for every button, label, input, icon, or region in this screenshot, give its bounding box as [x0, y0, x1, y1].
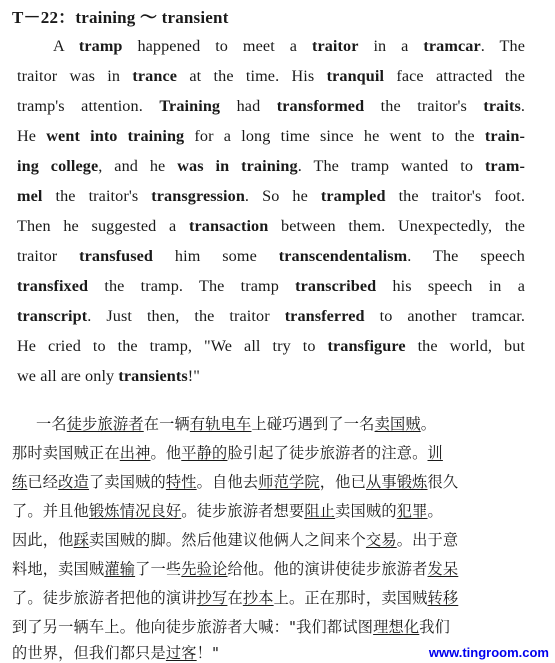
bold-term: transcendentalism	[278, 247, 408, 265]
underlined-term: 抄本	[242, 589, 274, 607]
bold-term: tranquil	[326, 67, 385, 85]
underlined-term: 发呆	[427, 560, 459, 578]
bold-term: trance	[132, 67, 178, 85]
underlined-term: 犯罪	[396, 502, 428, 520]
english-line: ing college, and he was in training. The tramp wanted to tram-	[17, 157, 525, 175]
bold-term: traitor	[311, 37, 359, 55]
chinese-line: 的世界，但我们都只是过客！"	[12, 644, 220, 662]
underlined-term: 师范学院	[258, 473, 320, 491]
underlined-term: 练	[12, 473, 28, 491]
chinese-line: 到了另一辆车上。他向徒步旅游者大喊："我们都试图理想化我们	[12, 618, 451, 636]
bold-term: mel	[17, 187, 43, 205]
bold-term: transcribed	[295, 277, 377, 295]
bold-term: transgression	[151, 187, 245, 205]
underlined-term: 灌输	[104, 560, 136, 578]
english-line: traitor was in trance at the time. His tranquil face attracted the	[17, 67, 525, 85]
bold-term: tramp	[78, 37, 123, 55]
chinese-line: 练已经改造了卖国贼的特性。自他去师范学院，他已从事锻炼很久	[12, 473, 459, 491]
english-line: A tramp happened to meet a traitor in a tramcar. The	[53, 37, 525, 55]
bold-term: transfixed	[17, 277, 89, 295]
bold-term: transaction	[189, 217, 269, 235]
chinese-line: 那时卖国贼正在出神。他平静的脸引起了徒步旅游者的注意。训	[12, 444, 443, 462]
underlined-term: 阻止	[304, 502, 336, 520]
underlined-term: 训	[427, 444, 443, 462]
bold-term: trampled	[320, 187, 386, 205]
bold-term: transfused	[79, 247, 154, 265]
underlined-term: 有轨电车	[189, 415, 252, 433]
underlined-term: 锻炼情况良好	[88, 502, 182, 520]
underlined-term: 先验论	[181, 560, 228, 578]
english-line: He went into training for a long time since he went to the train-	[17, 127, 525, 145]
bold-term: tram-	[484, 157, 525, 175]
underlined-term: 交易	[365, 531, 397, 549]
underlined-term: 卖国贼	[374, 415, 421, 433]
section-heading: T－22：training ～ transient	[12, 8, 229, 27]
english-line: tramp's attention. Training had transformed the traitor's traits.	[17, 97, 526, 115]
bold-term: train-	[484, 127, 525, 145]
underlined-term: 特性	[165, 473, 197, 491]
english-line: Then he suggested a transaction between them. Unexpectedly, the	[17, 217, 525, 235]
chinese-line: 了。徒步旅游者把他的演讲抄写在抄本上。正在那时，卖国贼转移	[12, 589, 459, 607]
english-line: mel the traitor's transgression. So he trampled the traitor's foot.	[17, 187, 525, 205]
bold-term: transfigure	[327, 337, 406, 355]
chinese-line: 料地，卖国贼灌输了一些先验论给他。他的演讲使徒步旅游者发呆	[12, 560, 459, 578]
bold-term: transcript	[17, 307, 88, 325]
english-line: He cried to the tramp, "We all try to transfigure the world, but	[17, 337, 525, 355]
chinese-line: 因此，他踩卖国贼的脚。然后他建议他俩人之间来个交易。出于意	[12, 531, 459, 549]
chinese-line: 一名徒步旅游者在一辆有轨电车上碰巧遇到了一名卖国贼。	[36, 415, 437, 433]
bold-term: transients	[118, 367, 188, 385]
bold-term: transferred	[284, 307, 365, 325]
bold-term: was in training	[177, 157, 298, 175]
underlined-term: 抄写	[196, 589, 228, 607]
bold-term: went into training	[46, 127, 185, 145]
underlined-term: 出神	[119, 444, 151, 462]
bold-term: transformed	[276, 97, 365, 115]
bold-term: ing college	[17, 157, 99, 175]
english-line: transcript. Just then, the traitor transferred to another tramcar.	[17, 307, 525, 325]
chinese-line: 了。并且他锻炼情况良好。徒步旅游者想要阻止卖国贼的犯罪。	[12, 502, 443, 520]
bold-term: traits	[483, 97, 521, 115]
bold-term: tramcar	[423, 37, 481, 55]
english-line: we all are only transients!"	[17, 367, 200, 385]
underlined-term: 理想化	[373, 618, 420, 636]
underlined-term: 过客	[165, 644, 197, 662]
underlined-term: 踩	[73, 531, 89, 549]
underlined-term: 平静的	[181, 444, 228, 462]
site-watermark: www.tingroom.com	[428, 645, 549, 660]
bold-term: Training	[159, 97, 221, 115]
underlined-term: 从事锻炼	[365, 473, 428, 491]
english-line: traitor transfused him some transcendentalism. The speech	[17, 247, 525, 265]
english-line: transfixed the tramp. The tramp transcribed his speech in a	[17, 277, 525, 295]
underlined-term: 转移	[427, 589, 459, 607]
underlined-term: 徒步旅游者	[66, 415, 144, 433]
underlined-term: 改造	[58, 473, 89, 491]
